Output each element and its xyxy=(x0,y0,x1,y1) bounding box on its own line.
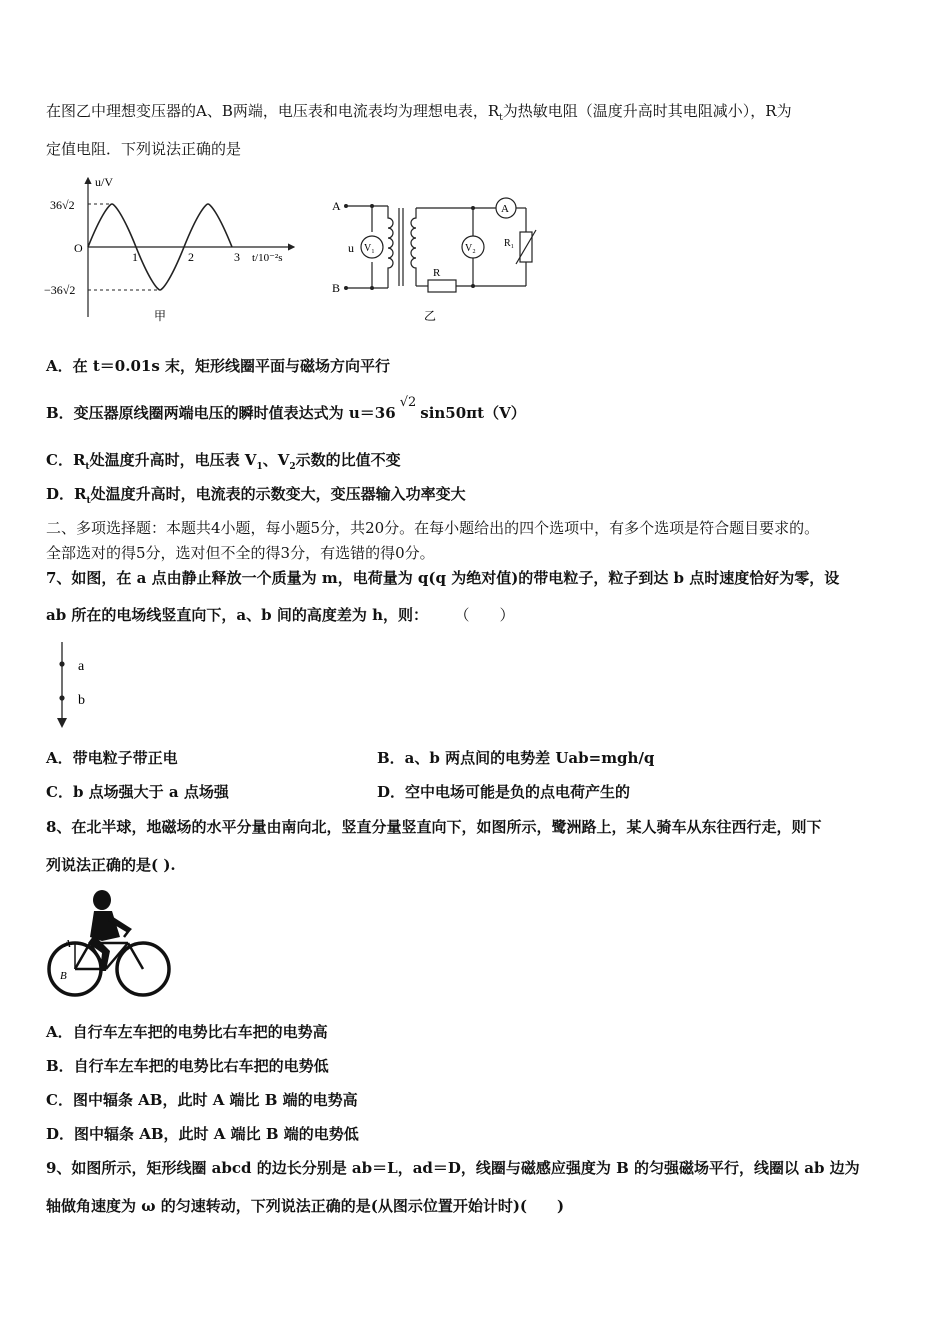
input-u: u xyxy=(348,241,354,255)
rider-head xyxy=(93,890,111,910)
caption-yi: 乙 xyxy=(424,309,437,323)
section2-line-2: 全部选对的得5分，选对但不全的得3分，有选错的得0分。 xyxy=(46,544,435,562)
q7-stem-line-1: 7、如图，在 a 点由静止释放一个质量为 m，电荷量为 q(q 为绝对值)的带电粒子，粒子到达 b 点时速度恰好为零，设 xyxy=(46,569,840,587)
primary-coil xyxy=(388,206,393,288)
q8-option-a: A．自行车左车把的电势比右车把的电势高 xyxy=(46,1023,328,1041)
spoke-label-b: B xyxy=(60,970,67,982)
rider-leg xyxy=(88,935,110,971)
figure-yi-transformer-circuit xyxy=(328,188,550,328)
intro-line-1: 在图乙中理想变压器的A、B两端，电压表和电流表均为理想电表，$R_t$为热敏电阻（温度升高时其电阻减小），R为 xyxy=(46,102,792,123)
rt-label: R₁ xyxy=(504,238,515,249)
x-tick-1: 1 xyxy=(132,250,138,264)
ammeter-label: A xyxy=(501,203,509,215)
q8-stem-line-2: 列说法正确的是( ). xyxy=(46,856,176,874)
section2-line-1: 二、多项选择题：本题共4小题，每小题5分，共20分。在每小题给出的四个选项中，有多个选项是符合题目要求的。 xyxy=(46,519,820,537)
y-neg-label: −36√2 xyxy=(44,283,76,297)
v2-label: V₂ xyxy=(465,243,476,254)
q7-option-a: A．带电粒子带正电 xyxy=(46,749,178,767)
secondary-coil xyxy=(411,208,416,286)
q8-option-d: D．图中辐条 AB，此时 A 端比 B 端的电势低 xyxy=(46,1125,359,1143)
x-tick-3: 3 xyxy=(234,250,240,264)
origin-label: O xyxy=(74,241,83,255)
terminal-b: B xyxy=(332,281,341,295)
q8-option-b: B．自行车左车把的电势比右车把的电势低 xyxy=(46,1057,329,1075)
figure-jia-sine-graph xyxy=(40,172,300,327)
q9-stem-line-1: 9、如图所示，矩形线圈 abcd 的边长分别是 ab＝L，ad＝D，线圈与磁感应强度为 B 的匀强磁场平行，线圈以 ab 边为 xyxy=(46,1159,860,1177)
q7-stem-line-2: ab 所在的电场线竖直向下，a、b 间的高度差为 h，则： （ ） xyxy=(46,606,515,624)
q8-option-c: C．图中辐条 AB，此时 A 端比 B 端的电势高 xyxy=(46,1091,358,1109)
q7-option-c: C．b 点场强大于 a 点场强 xyxy=(46,783,229,801)
q8-stem-line-1: 8、在北半球，地磁场的水平分量由南向北，竖直分量竖直向下，如图所示，鹭洲路上，某人骑车从东往西行走，则下 xyxy=(46,818,822,836)
point-a-label: a xyxy=(78,659,85,674)
y-axis-label: u/V xyxy=(95,175,113,189)
resistor-r xyxy=(428,280,456,292)
q7-option-d: D．空中电场可能是负的点电荷产生的 xyxy=(377,783,631,801)
v1-label: V₁ xyxy=(364,243,375,254)
spoke-label-a: A xyxy=(64,938,71,950)
r-label: R xyxy=(433,267,441,279)
point-b xyxy=(59,695,64,700)
q6-option-c: C．$R_t$处温度升高时，电压表 $V_1$、$V_2$示数的比值不变 xyxy=(46,451,401,472)
q7-answer-bracket: （ ） xyxy=(462,606,515,624)
figure-q8-bicycle xyxy=(46,885,174,1005)
intro-sub-t: t xyxy=(499,113,503,123)
q7-option-b: B．a、b 两点间的电势差 Uab=mgh/q xyxy=(377,749,655,767)
point-a xyxy=(59,661,64,666)
x-axis-label: t/10⁻²s xyxy=(252,252,283,264)
q6-option-d: D．$R_t$处温度升高时，电流表的示数变大，变压器输入功率变大 xyxy=(46,485,466,506)
q6-option-b: B．变压器原线圈两端电压的瞬时值表达式为 u＝36√2sin50πt（V） xyxy=(46,395,526,422)
terminal-a: A xyxy=(332,199,341,213)
intro-line-2: 定值电阻．下列说法正确的是 xyxy=(46,140,242,158)
q6-option-a: A．在 t＝0.01s 末，矩形线圈平面与磁场方向平行 xyxy=(46,357,390,375)
x-tick-2: 2 xyxy=(188,250,194,264)
y-pos-label: 36√2 xyxy=(50,198,75,212)
point-b-label: b xyxy=(78,693,85,708)
figure-q7-field-line xyxy=(48,638,108,730)
field-arrow xyxy=(57,718,67,728)
sqrt2-symbol: √2 xyxy=(399,395,417,410)
caption-jia: 甲 xyxy=(154,309,167,323)
q9-stem-line-2: 轴做角速度为 ω 的匀速转动，下列说法正确的是(从图示位置开始计时)( ) xyxy=(46,1197,565,1215)
